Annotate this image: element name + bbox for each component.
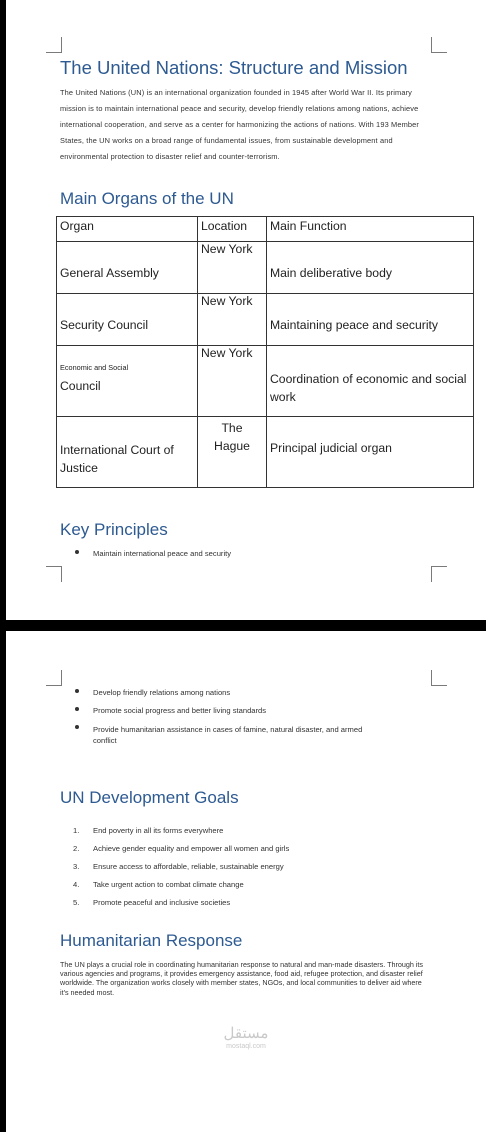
organ-function: Principal judicial organ	[270, 441, 392, 455]
organ-name: General Assembly	[60, 266, 159, 280]
organ-location: New York	[201, 294, 253, 308]
table-cell-function	[267, 242, 474, 294]
table-row	[57, 294, 474, 346]
margin-corner-mark	[431, 37, 447, 53]
list-item-text: Promote peaceful and inclusive societies	[93, 898, 231, 907]
intro-paragraph: The United Nations (UN) is an international organization founded in 1945 after World War II. Its primary mission is to maintain international peace and security, develop friendly relations among nations, achieve international cooperation, and serve as a center for harmonizing the actions of nations. With 193 Member States, the UN works on a broad range of fundamental issues, from sustainable development and environmental protection to disaster relief and counter-terrorism.	[60, 88, 420, 161]
organ-name-note: Economic and Social	[60, 363, 129, 372]
document-page-1	[6, 0, 486, 620]
bullet-icon	[75, 707, 79, 711]
organ-function: Maintaining peace and security	[270, 318, 439, 332]
humanitarian-heading: Humanitarian Response	[60, 931, 243, 950]
table-cell-location	[198, 346, 267, 417]
list-item-text: Take urgent action to combat climate change	[93, 880, 244, 889]
list-item-text: Maintain international peace and security	[93, 549, 232, 558]
table-header-location: Location	[198, 217, 267, 242]
bullet-icon	[75, 725, 79, 729]
table-cell-organ	[57, 294, 198, 346]
organ-function: Coordination of economic and social work	[270, 372, 467, 404]
list-item	[60, 862, 440, 871]
goals-list	[60, 826, 440, 907]
humanitarian-paragraph: The UN plays a crucial role in coordinating humanitarian response to natural and man-made disasters. Through its various agencies and programs, it provides emergency assistance, food aid, refugee protection, and disaster relief worldwide. The organization works closely with member states, NGOs, and local communities to deliver aid where it's needed most.	[60, 960, 424, 997]
list-item-text: Provide humanitarian assistance in cases of famine, natural disaster, and armed conflict	[93, 725, 363, 745]
table-header-organ: Organ	[57, 217, 198, 242]
table-cell-location	[198, 417, 267, 488]
watermark-latin-text: mostaql.com	[226, 1043, 266, 1050]
organ-function: Main deliberative body	[270, 266, 392, 280]
list-item-text: Promote social progress and better living standards	[93, 706, 267, 715]
table-cell-location	[198, 294, 267, 346]
list-number: 1.	[73, 826, 80, 835]
organ-location: New York	[201, 242, 253, 256]
organ-name: International Court of Justice	[60, 443, 174, 475]
list-item-text: Ensure access to affordable, reliable, sustainable energy	[93, 862, 284, 871]
principles-list-continued	[60, 688, 382, 746]
table-cell-function	[267, 294, 474, 346]
margin-corner-mark	[46, 670, 62, 686]
watermark-logo	[6, 1026, 486, 1051]
list-item	[60, 880, 440, 889]
bullet-icon	[75, 550, 79, 554]
organ-name: Council	[60, 379, 101, 393]
organs-heading: Main Organs of the UN	[60, 189, 234, 208]
list-number: 3.	[73, 862, 80, 871]
organs-table	[56, 216, 474, 488]
margin-corner-mark	[431, 566, 447, 582]
principles-list	[60, 549, 440, 558]
list-item	[60, 826, 440, 835]
margin-corner-mark	[431, 670, 447, 686]
bullet-icon	[75, 689, 79, 693]
table-cell-location	[198, 242, 267, 294]
list-number: 5.	[73, 898, 80, 907]
organ-name: Security Council	[60, 318, 149, 332]
table-row	[57, 242, 474, 294]
list-number: 2.	[73, 844, 80, 853]
watermark-arabic-text: مستقل	[223, 1025, 269, 1042]
list-number: 4.	[73, 880, 80, 889]
list-item	[60, 688, 382, 697]
list-item	[60, 898, 440, 907]
list-item-text: Develop friendly relations among nations	[93, 688, 231, 697]
list-item	[60, 844, 440, 853]
margin-corner-mark	[46, 566, 62, 582]
page-title: The United Nations: Structure and Mission	[60, 57, 408, 78]
table-row	[57, 417, 474, 488]
table-cell-organ	[57, 242, 198, 294]
organ-location: The Hague	[214, 421, 250, 453]
list-item	[60, 706, 382, 715]
list-item	[60, 549, 440, 558]
table-header-function: Main Function	[267, 217, 474, 242]
table-cell-function	[267, 417, 474, 488]
list-item-text: End poverty in all its forms everywhere	[93, 826, 224, 835]
goals-heading: UN Development Goals	[60, 788, 239, 807]
document-page-2	[6, 631, 486, 1132]
table-header-row	[57, 217, 474, 242]
table-row	[57, 346, 474, 417]
list-item	[60, 724, 382, 746]
margin-corner-mark	[46, 37, 62, 53]
principles-heading: Key Principles	[60, 520, 168, 539]
list-item-text: Achieve gender equality and empower all women and girls	[93, 844, 290, 853]
organ-location: New York	[201, 346, 253, 360]
table-cell-function	[267, 346, 474, 417]
table-cell-organ	[57, 417, 198, 488]
table-cell-organ	[57, 346, 198, 417]
